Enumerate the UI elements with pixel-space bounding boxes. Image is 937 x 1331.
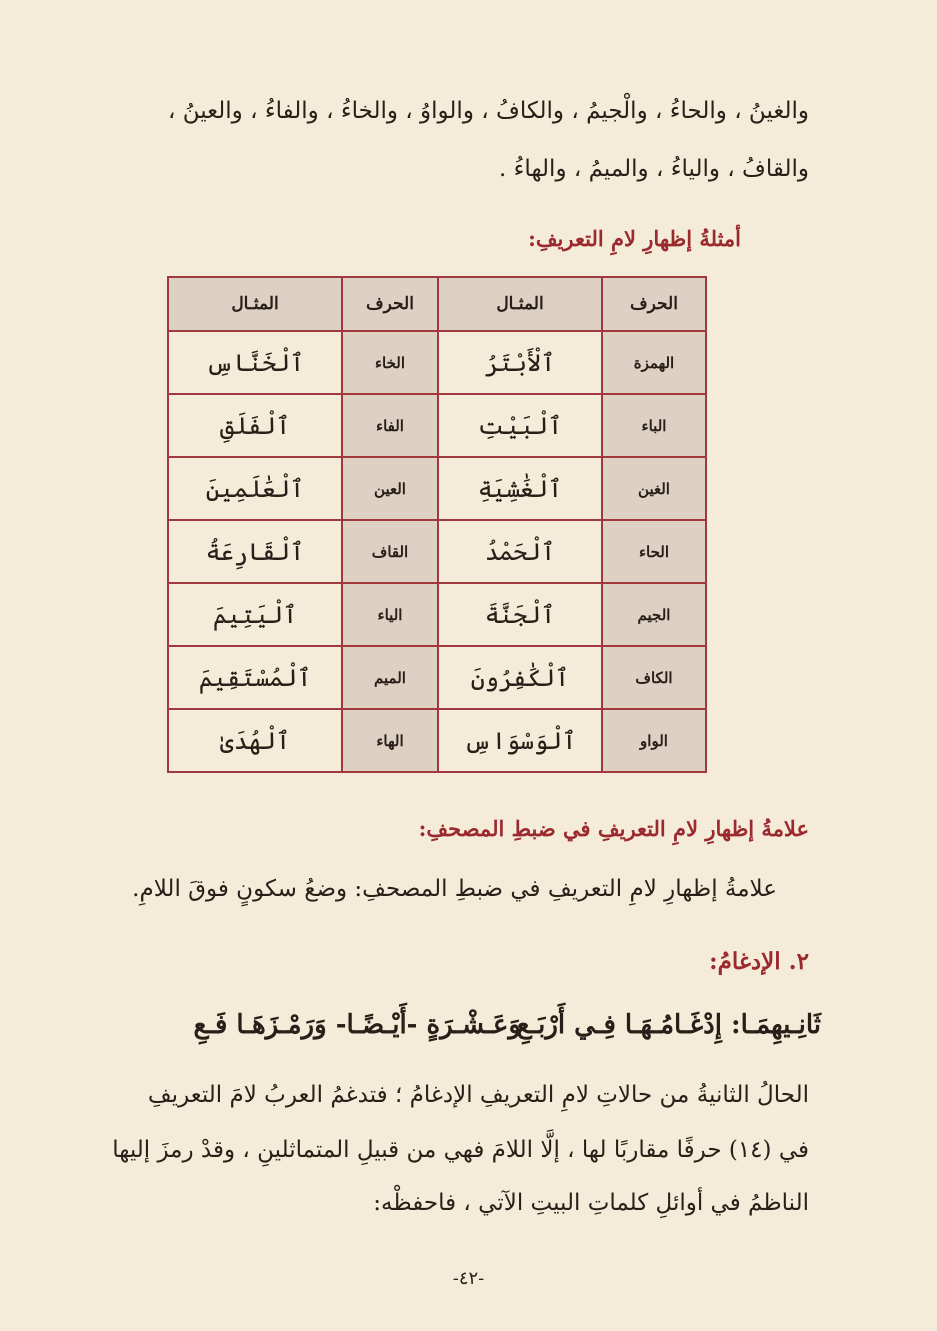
verse-hemistich-1: ثَانِـيهِمَـا: إِدْغَـامُـهَـا فِـي أَرْبَـعِ xyxy=(516,1010,821,1040)
example-cell: ٱلْقَارِعَةُ xyxy=(168,520,342,583)
example-cell: ٱلْكَٰفِرُونَ xyxy=(438,646,602,709)
letter-cell: الهمزة xyxy=(602,331,706,394)
example-cell: ٱلْيَتِيمَ xyxy=(168,583,342,646)
header-example-2: المثـال xyxy=(168,277,342,331)
letters-line-1: والغينُ ، والحاءُ ، والْجيمُ ، والكافُ ، والواوُ ، والخاءُ ، والفاءُ ، والعينُ ، xyxy=(167,98,809,124)
letter-cell: الباء xyxy=(602,394,706,457)
header-letter-2: الحرف xyxy=(342,277,438,331)
paragraph-line-1: الحالُ الثانيةُ من حالاتِ لامِ التعريفِ الإدغامُ ؛ فتدغمُ العربُ لامَ التعريفِ xyxy=(147,1082,809,1108)
example-cell: ٱلْأَبْتَرُ xyxy=(438,331,602,394)
examples-table xyxy=(167,276,707,773)
table-row xyxy=(168,394,706,457)
letter-cell: الميم xyxy=(342,646,438,709)
letter-cell: الجيم xyxy=(602,583,706,646)
letters-line-2: والقافُ ، والياءُ ، والميمُ ، والهاءُ . xyxy=(499,156,809,182)
verse-hemistich-2: وَعَـشْـرَةٍ -أَيْـضًـا- وَرَمْـزَهَـا فَـعِ xyxy=(193,1010,521,1040)
letter-cell: الغين xyxy=(602,457,706,520)
paragraph-line-3: الناظمُ في أوائلِ كلماتِ البيتِ الآتي ، فاحفظْه: xyxy=(373,1190,809,1216)
table-row xyxy=(168,583,706,646)
examples-heading: أمثلةُ إظهارِ لامِ التعريفِ: xyxy=(528,226,741,251)
letter-cell: العين xyxy=(342,457,438,520)
example-cell: ٱلْوَسْوَاسِ xyxy=(438,709,602,772)
letter-cell: الكاف xyxy=(602,646,706,709)
letter-cell: الواو xyxy=(602,709,706,772)
example-cell: ٱلْبَيْتِ xyxy=(438,394,602,457)
example-cell: ٱلْجَنَّةَ xyxy=(438,583,602,646)
header-example-1: المثـال xyxy=(438,277,602,331)
table-row xyxy=(168,520,706,583)
letter-cell: الحاء xyxy=(602,520,706,583)
table-header-row xyxy=(168,277,706,331)
header-letter-1: الحرف xyxy=(602,277,706,331)
example-cell: ٱلْعَٰلَمِينَ xyxy=(168,457,342,520)
page-number: -٤٢- xyxy=(452,1268,485,1289)
table-row xyxy=(168,709,706,772)
example-cell: ٱلْهُدَىٰ xyxy=(168,709,342,772)
example-cell: ٱلْخَنَّاسِ xyxy=(168,331,342,394)
table-row xyxy=(168,331,706,394)
table-row xyxy=(168,457,706,520)
example-cell: ٱلْحَمْدُ xyxy=(438,520,602,583)
paragraph-line-2: في (١٤) حرفًا مقاربًا لها ، إلَّا اللامَ فهي من قبيلِ المتماثلينِ ، وقدْ رمزَ إليها xyxy=(112,1137,809,1163)
idgham-heading: ٢. الإدغامُ: xyxy=(709,948,809,975)
example-cell: ٱلْغَٰشِيَةِ xyxy=(438,457,602,520)
mark-text: علامةُ إظهارِ لامِ التعريفِ في ضبطِ المصحفِ: وضعُ سكونٍ فوقَ اللامِ. xyxy=(132,876,777,902)
mark-heading: علامةُ إظهارِ لامِ التعريفِ في ضبطِ المصحفِ: xyxy=(418,816,809,841)
letter-cell: القاف xyxy=(342,520,438,583)
example-cell: ٱلْمُسْتَقِيمَ xyxy=(168,646,342,709)
letter-cell: الهاء xyxy=(342,709,438,772)
letter-cell: الفاء xyxy=(342,394,438,457)
letter-cell: الخاء xyxy=(342,331,438,394)
letter-cell: الياء xyxy=(342,583,438,646)
table-row xyxy=(168,646,706,709)
example-cell: ٱلْفَلَقِ xyxy=(168,394,342,457)
